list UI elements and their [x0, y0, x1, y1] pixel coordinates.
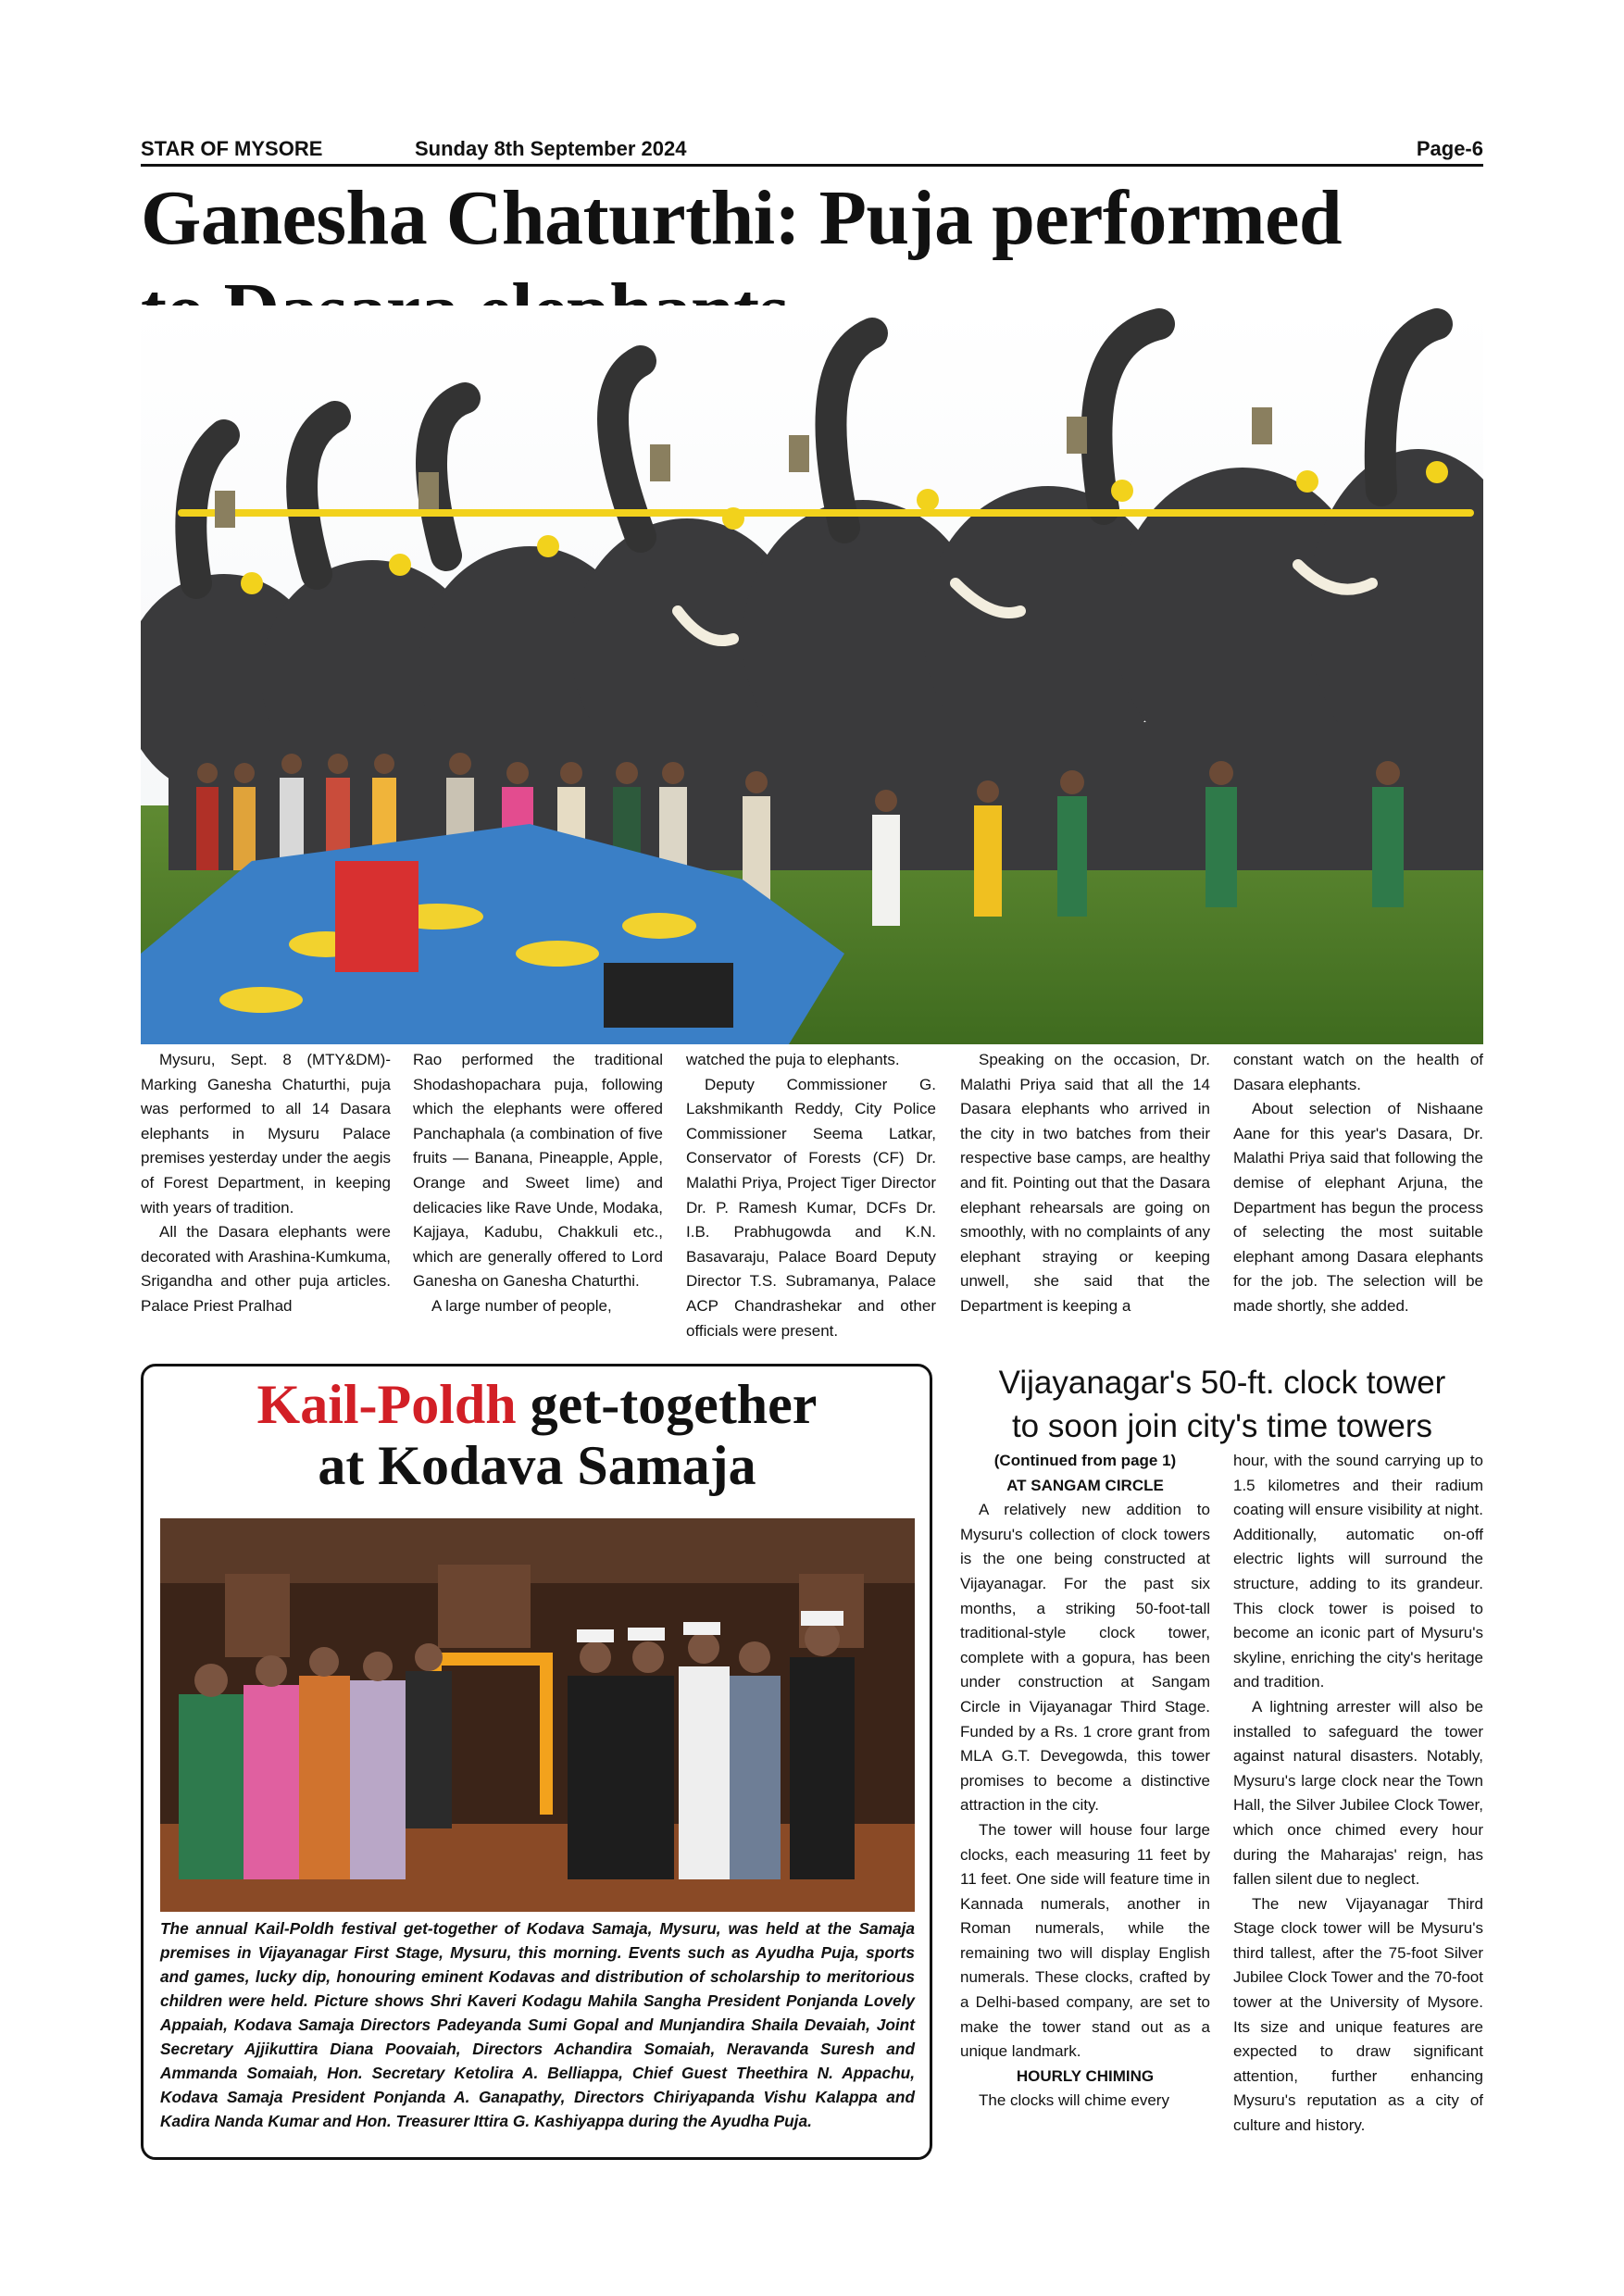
continued-note: (Continued from page 1) [993, 1452, 1177, 1469]
clock-tower-headline-line-2: to soon join city's time towers [1011, 1408, 1433, 1444]
paragraph: A lightning arrester will also be installed to safeguard the tower against natural disasters. Notably, Mysuru's large clock near the Town Hall, the Silver Jubilee Clock Tower, which once chimed every hour during the Maharajas' reign, has fallen silent due to neglect. [1233, 1697, 1483, 1889]
box-headline-line-2: at Kodava Samaja [318, 1435, 756, 1496]
paragraph: All the Dasara elephants were decorated with Arashina-Kumkuma, Srigandha and other puja articles. Palace Priest Pralhad [141, 1223, 391, 1315]
paragraph: The tower will house four large clocks, each measuring 11 feet by 11 feet. One side will feature time in Kannada numerals, another in Roman numerals, while the remaining two will display English numerals. These clocks, crafted by a Delhi-based company, are set to make the tower stand out as a unique landmark. [960, 1820, 1210, 2061]
header-rule [141, 164, 1483, 167]
paragraph: Mysuru, Sept. 8 (MTY&DM)- Marking Ganesha Chaturthi, puja was performed to all 14 Dasara elephants in Mysuru Palace premises yesterday under the aegis of Forest Department, in keeping with years of tradition. [141, 1051, 391, 1217]
article-column-5 [1233, 1048, 1483, 1319]
subheading-hourly-chiming: HOURLY CHIMING [1016, 2066, 1155, 2085]
elephants-photo-illustration [141, 306, 1483, 1044]
article-column-2 [413, 1048, 663, 1319]
paragraph: A large number of people, [431, 1296, 612, 1315]
paragraph: hour, with the sound carrying up to 1.5 kilometres and their radium coating will ensure visibility at night. Additionally, automatic on-off electric lights will surround the structure, adding to its grandeur. This clock tower is poised to become an iconic part of Mysuru's skyline, enriching the city's heritage and tradition. [1233, 1452, 1483, 1691]
photo-caption: The annual Kail-Poldh festival get-together of Kodava Samaja, Mysuru, was held at the Samaja premises in Vijayanagar First Stage, Mysuru, this morning. Events such as Ayudha Puja, sports and games, lucky dip, honouring eminent Kodavas and distribution of scholarship to meritorious children were held. Picture shows Shri Kaveri Kodagu Mahila Sangha President Ponjanda Lovely Appaiah, Kodava Samaja Directors Padeyanda Sumi Gopal and Munjandira Shaila Devaiah, Joint Secretary Ajjikuttira Diana Poovaiah, Directors Achandira Somaiah, Neravanda Suresh and Ammanda Somaiah, Hon. Secretary Ketolira A. Belliappa, Chief Guest Theethira N. Appachu, Kodava Samaja President Ponjanda A. Ganapathy, Directors Chiriyapanda Vishu Kalappa and Kadira Nanda Kumar and Hon. Treasurer Ittira G. Kashiyappa during the Ayudha Puja. [160, 1919, 915, 2130]
clock-tower-headline-line-1: Vijayanagar's 50-ft. clock tower [998, 1365, 1446, 1401]
clock-tower-headline [954, 1361, 1491, 1448]
issue-date: Sunday 8th September 2024 [415, 137, 687, 160]
paragraph: About selection of Nishaane Aane for this year's Dasara, Dr. Malathi Priya said that following the demise of elephant Arjuna, the Department has begun the process of selecting the most suitable elephant among Dasara elephants for the job. The selection will be made shortly, she added. [1233, 1100, 1483, 1315]
article-column-1 [141, 1048, 391, 1319]
page-number: Page-6 [1416, 137, 1483, 160]
newspaper-name: STAR OF MYSORE [141, 137, 323, 160]
clock-article-column-2 [1233, 1449, 1483, 2139]
paragraph: watched the puja to elephants. [686, 1051, 900, 1068]
box-headline-rest: get-together [516, 1374, 818, 1435]
kodava-photo-illustration [160, 1518, 915, 1912]
paragraph: A relatively new addition to Mysuru's collection of clock towers is the one being constructed at Vijayanagar. For the past six months, a striking 50-foot-tall traditional-style clock tower, complete with a gopura, has been under construction at Sangam Circle in Vijayanagar Third Stage. Funded by a Rs. 1 crore grant from MLA G.T. Devegowda, this tower promises to become a distinctive attraction in the city. [960, 1501, 1210, 1815]
kodava-group-photo [160, 1518, 915, 1912]
article-column-4 [960, 1048, 1210, 1319]
paragraph: constant watch on the health of Dasara elephants. [1233, 1051, 1483, 1093]
box-headline [148, 1374, 926, 1496]
clock-article-column-1 [960, 1449, 1210, 2114]
paragraph: Rao performed the traditional Shodashopachara puja, following which the elephants were offered Panchaphala (a combination of five fruits — Banana, Pineapple, Apple, Orange and Sweet lime) and delicacies like Rave Unde, Modaka, Kajjaya, Kadubu, Chakkuli etc., which are generally offered to Lord Ganesha on Ganesha Chaturthi. [413, 1051, 663, 1291]
subheading-sangam-circle: AT SANGAM CIRCLE [1006, 1476, 1164, 1494]
article-column-3 [686, 1048, 936, 1343]
headline-line-1: Ganesha Chaturthi: Puja performed [141, 175, 1343, 261]
paragraph: The clocks will chime every [979, 2091, 1169, 2110]
paragraph: The new Vijayanagar Third Stage clock tower will be Mysuru's third tallest, after the 75-foot Silver Jubilee Clock Tower and the 70-foot tower at the University of Mysore. Its size and unique features are expected to draw significant attention, further enhancing Mysuru's reputation as a city of culture and history. [1233, 1894, 1483, 2135]
elephants-photo [141, 306, 1483, 1044]
paragraph: Deputy Commissioner G. Lakshmikanth Reddy, City Police Commissioner Seema Latkar, Conservator of Forests (CF) Dr. Malathi Priya, Project Tiger Director Dr. P. Ramesh Kumar, DCFs Dr. I.B. Prabhugowda and K.N. Basavaraju, Palace Board Deputy Director T.S. Subramanya, Palace ACP Chandrashekar and other officials were present. [686, 1075, 936, 1340]
paragraph: Speaking on the occasion, Dr. Malathi Priya said that all the 14 Dasara elephants who arrived in the city in two batches from their respective base camps, are healthy and fit. Pointing out that the Dasara elephant rehearsals are going on smoothly, with no complaints of any elephant straying or keeping unwell, she said that the Department is keeping a [960, 1051, 1210, 1315]
box-headline-red: Kail-Poldh [256, 1374, 517, 1435]
